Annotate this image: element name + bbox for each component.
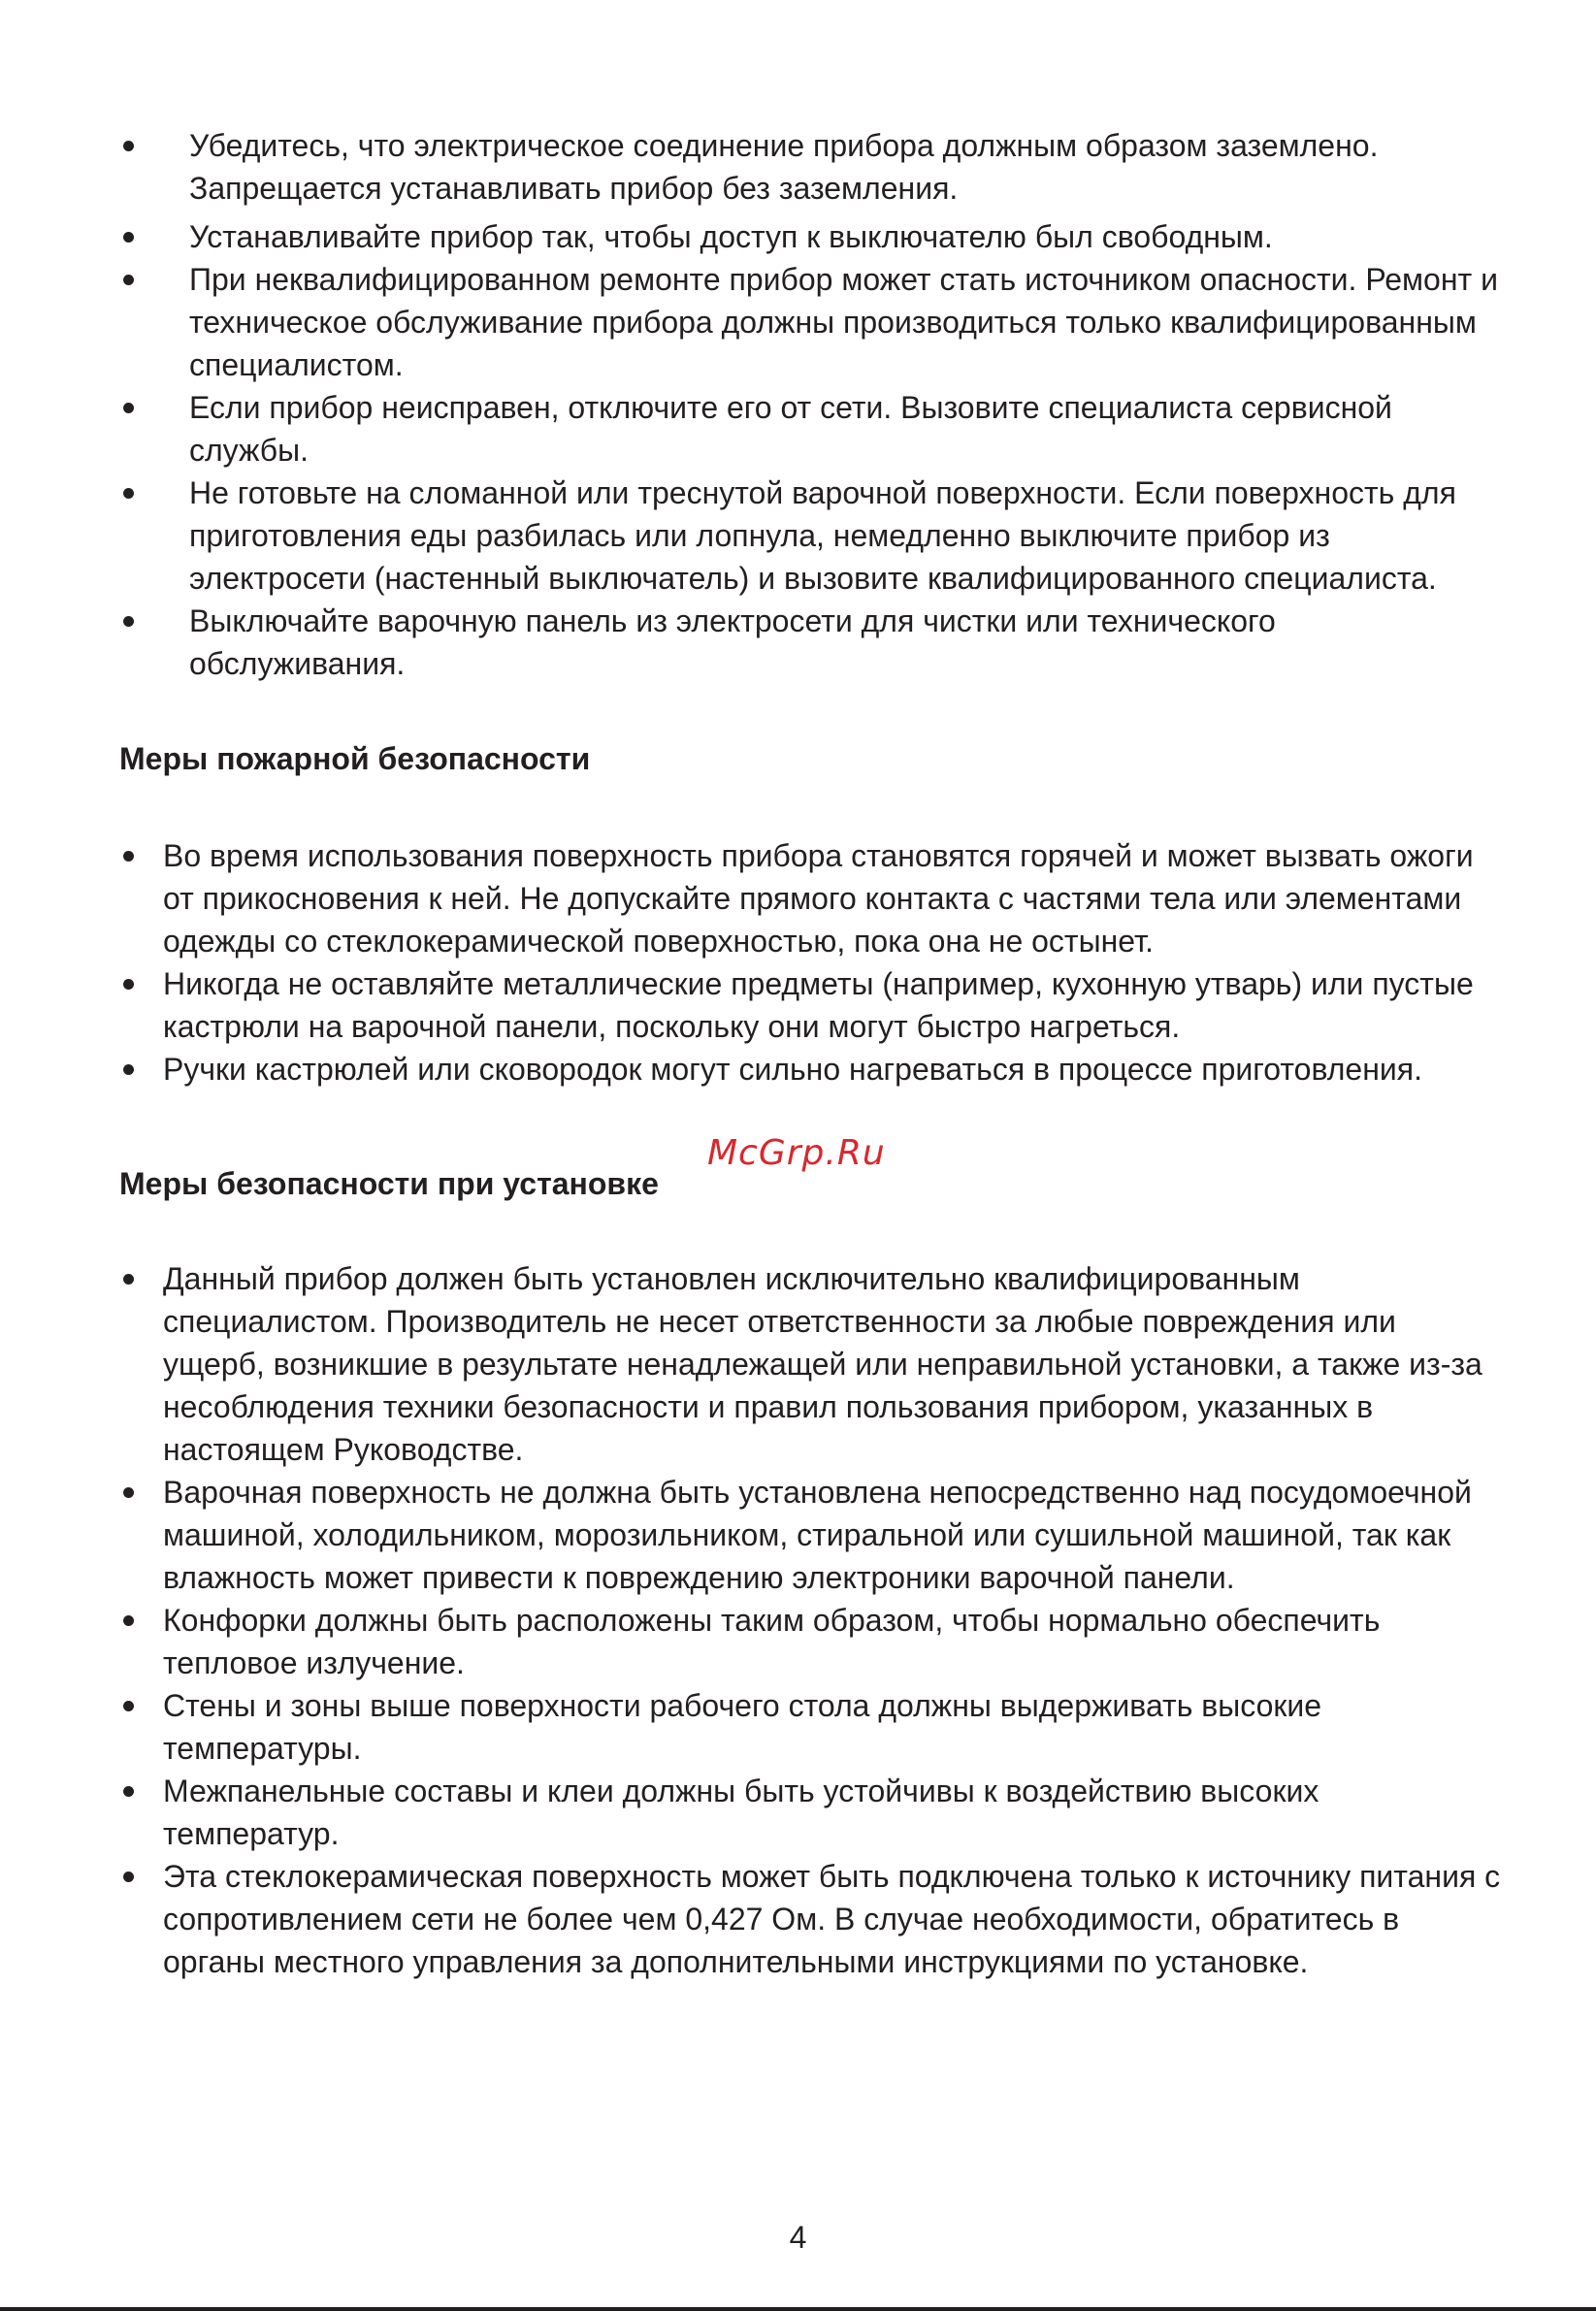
- list-item-text: Не готовьте на сломанной или треснутой варочной поверхности. Если поверхность для приготовления еды разбилась или лопнула, немедленно выключите прибор из электросети (настенный выключатель) и вызовите квалифицированного специалиста.: [189, 475, 1456, 596]
- list-item-text: Конфорки должны быть расположены таким образом, чтобы нормально обеспечить тепловое излучение.: [163, 1603, 1381, 1680]
- list-item: [163, 1257, 1502, 1471]
- bullet-icon: [123, 1872, 134, 1882]
- list-item-text: Во время использования поверхность прибора становятся горячей и может вызвать ожоги от прикосновения к ней. Не допускайте прямого контакта с частями тела или элементами одежды со стеклокерамической поверхностью, пока она не остынет.: [163, 838, 1474, 959]
- bullet-icon: [123, 1786, 134, 1797]
- bullet-icon: [123, 1487, 134, 1498]
- page-number: 4: [789, 2220, 807, 2255]
- list-item: [189, 600, 1499, 685]
- list-item: [163, 1599, 1502, 1684]
- list-item-text: Выключайте варочную панель из электросети для чистки или технического обслуживания.: [189, 603, 1276, 681]
- list-item: [189, 124, 1499, 210]
- list-item: [163, 1471, 1502, 1599]
- bullet-icon: [123, 851, 134, 862]
- list-item-text: Стены и зоны выше поверхности рабочего стола должны выдерживать высокие температуры.: [163, 1688, 1322, 1766]
- list-item: [189, 258, 1499, 386]
- bottom-divider: [0, 2307, 1596, 2311]
- bullet-icon: [123, 275, 134, 285]
- list-item-text: Варочная поверхность не должна быть установлена непосредственно над посудомоечной машиной, холодильником, морозильником, стиральной или сушильной машиной, так как влажность может привести к повреждению электроники варочной панели.: [163, 1475, 1472, 1595]
- list-item: [163, 962, 1502, 1048]
- section-heading-installation: Меры безопасности при установке: [119, 1166, 659, 1201]
- safety-list-fire: [163, 834, 1502, 1090]
- bullet-icon: [123, 1274, 134, 1285]
- list-item: [163, 1048, 1502, 1090]
- list-item: [189, 215, 1499, 258]
- list-item-text: Никогда не оставляйте металлические предметы (например, кухонную утварь) или пустые кастрюли на варочной панели, поскольку они могут быстро нагреться.: [163, 966, 1474, 1044]
- list-item: [163, 1770, 1502, 1855]
- list-item: [189, 472, 1499, 600]
- bullet-icon: [123, 403, 134, 413]
- bullet-icon: [123, 1064, 134, 1075]
- bullet-icon: [123, 488, 134, 499]
- safety-list-electrical: [189, 124, 1499, 685]
- list-item-text: Ручки кастрюлей или сковородок могут сильно нагреваться в процессе приготовления.: [163, 1052, 1422, 1087]
- watermark-link[interactable]: McGrp.Ru: [707, 1133, 886, 1173]
- list-item: [163, 834, 1502, 962]
- section-heading-fire-safety: Меры пожарной безопасности: [119, 741, 591, 776]
- safety-list-installation: [163, 1257, 1502, 1983]
- list-item-text: Убедитесь, что электрическое соединение прибора должным образом заземлено. Запрещается устанавливать прибор без заземления.: [189, 128, 1379, 206]
- list-item-text: Эта стеклокерамическая поверхность может быть подключена только к источнику питания с сопротивлением сети не более чем 0,427 Ом. В случае необходимости, обратитесь в органы местного управления за дополнительными инструкциями по установке.: [163, 1859, 1501, 1979]
- bullet-icon: [123, 616, 134, 627]
- bullet-icon: [123, 1615, 134, 1626]
- list-item-text: При неквалифицированном ремонте прибор может стать источником опасности. Ремонт и техническое обслуживание прибора должны производиться только квалифицированным специалистом.: [189, 262, 1498, 382]
- list-item: [189, 386, 1499, 472]
- bullet-icon: [123, 141, 134, 151]
- bullet-icon: [123, 232, 134, 243]
- list-item: [163, 1855, 1502, 1983]
- bullet-icon: [123, 1701, 134, 1711]
- bullet-icon: [123, 979, 134, 990]
- list-item-text: Если прибор неисправен, отключите его от сети. Вызовите специалиста сервисной службы.: [189, 390, 1392, 468]
- list-item-text: Устанавливайте прибор так, чтобы доступ к выключателю был свободным.: [189, 219, 1273, 254]
- list-item: [163, 1684, 1502, 1770]
- list-item-text: Межпанельные составы и клеи должны быть устойчивы к воздействию высоких температур.: [163, 1774, 1319, 1851]
- list-item-text: Данный прибор должен быть установлен исключительно квалифицированным специалистом. Производитель не несет ответственности за любые повреждения или ущерб, возникшие в результате ненадлежащей или неправильной установки, а также из-за несоблюдения техники безопасности и правил пользования прибором, указанных в настоящем Руководстве.: [163, 1261, 1482, 1467]
